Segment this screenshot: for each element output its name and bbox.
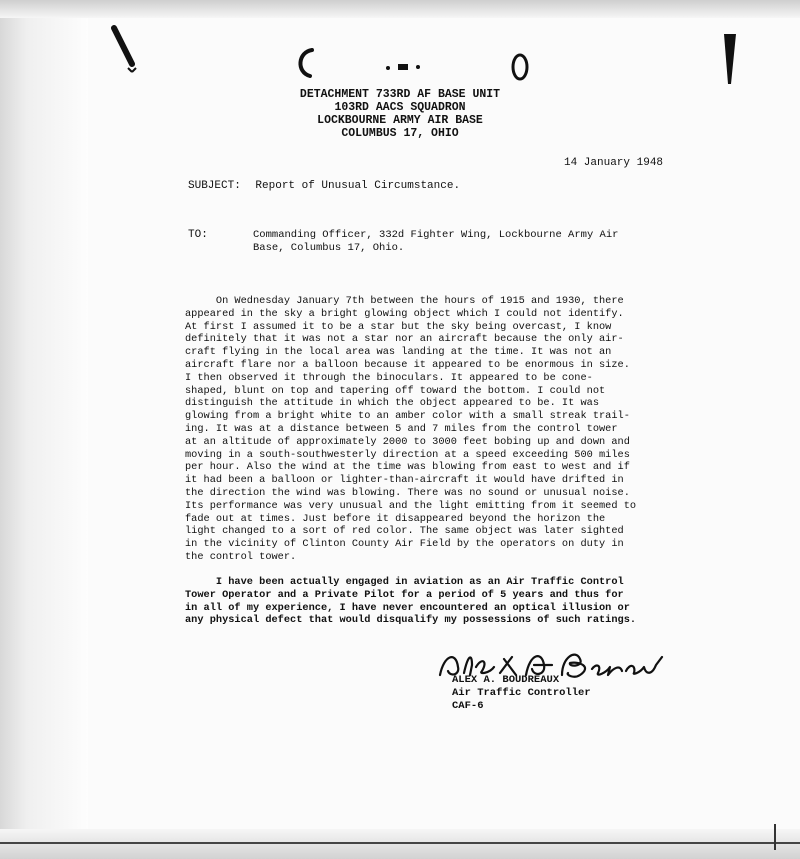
signer-name: ALEX A. BOUDREAUX	[452, 674, 560, 686]
scan-mark-top-center	[384, 58, 424, 74]
paragraph-line: at an altitude of approximately 2000 to 3000 feet bobing up and down and	[185, 435, 630, 448]
scan-mark-top-center-left	[292, 46, 318, 80]
to-label: TO:	[188, 229, 208, 241]
paragraph-line: any physical defect that would disqualify my possessions of such ratings.	[185, 614, 637, 627]
paragraph-line: per hour. Also the wind at the time was blowing from east to west and if	[185, 461, 630, 474]
paragraph-line: On Wednesday January 7th between the hours of 1915 and 1930, there	[185, 295, 624, 307]
paragraph-line: the direction the wind was blowing. There was no sound or unusual noise.	[185, 486, 630, 499]
signer-grade: CAF-6	[452, 700, 484, 712]
subject-text: Report of Unusual Circumstance.	[255, 180, 461, 192]
signer-title: Air Traffic Controller	[452, 687, 591, 699]
scan-border-bottom	[0, 829, 800, 859]
paragraph-line: it had been a balloon or lighter-than-aircraft it would have drifted in	[185, 474, 624, 487]
to-address	[253, 229, 673, 254]
letterhead-line: DETACHMENT 733RD AF BASE UNIT	[299, 88, 501, 101]
paragraph-line: craft flying in the local area was landing at the time. It was not an	[185, 346, 612, 359]
letterhead-line: 103RD AACS SQUADRON	[334, 101, 466, 114]
paragraph-line: At first I assumed it to be a star but the sky being overcast, I know	[185, 320, 612, 333]
subject-line	[188, 180, 460, 192]
experience-paragraph	[185, 576, 665, 627]
scan-mark-top-left	[110, 24, 150, 80]
scan-mark-right-edge	[722, 34, 736, 84]
paragraph-line: I then observed it through the binoculars. It appeared to be cone-	[185, 371, 593, 384]
paragraph-line: light changed to a sort of red color. The same object was later sighted	[185, 525, 624, 538]
paragraph-line: appeared in the sky a bright glowing object which I could not identify.	[185, 307, 624, 320]
paragraph-line: Its performance was very unusual and the light emitting from it seemed to	[185, 499, 637, 512]
paragraph-line: fade out at times. Just before it disappeared beyond the horizon the	[185, 512, 606, 525]
paragraph-line: in the vicinity of Clinton County Air Field by the operators on duty in	[185, 538, 624, 551]
letterhead	[250, 88, 550, 140]
signature-block	[452, 674, 591, 713]
paragraph-line: shaped, blunt on top and tapering off toward the bottom. I could not	[185, 384, 606, 397]
paragraph-line: in all of my experience, I have never encountered an optical illusion or	[185, 601, 630, 614]
to-address-line: Commanding Officer, 332d Fighter Wing, Lockbourne Army Air	[253, 229, 619, 241]
letterhead-line: LOCKBOURNE ARMY AIR BASE	[317, 114, 483, 127]
subject-label: SUBJECT:	[188, 180, 241, 192]
to-address-line: Base, Columbus 17, Ohio.	[253, 241, 405, 254]
scan-border-top	[0, 0, 800, 18]
paragraph-line: glowing from a bright white to an amber color with a small streak trail-	[185, 410, 630, 423]
paragraph-line: definitely that it was not a star nor an aircraft because the only air-	[185, 333, 624, 346]
letterhead-line: COLUMBUS 17, OHIO	[341, 127, 459, 140]
paragraph-line: distinguish the attitude in which the object appeared to be. It was	[185, 397, 600, 410]
report-paragraph	[185, 295, 665, 564]
scan-border-left	[0, 0, 88, 859]
paragraph-line: Tower Operator and a Private Pilot for a period of 5 years and thus for	[185, 588, 624, 601]
scan-edge-line	[0, 842, 800, 844]
scan-mark-bottom-right	[774, 824, 776, 850]
paragraph-line: the control tower.	[185, 550, 297, 563]
paragraph-line: I have been actually engaged in aviation as an Air Traffic Control	[185, 576, 624, 588]
scan-mark-top-right	[508, 50, 532, 84]
paragraph-line: aircraft flare nor a balloon because it appeared to be enormous in size.	[185, 358, 630, 371]
letter-date: 14 January 1948	[564, 157, 664, 169]
paragraph-line: moving in a south-southwesterly direction at a speed exceeding 500 miles	[185, 448, 630, 461]
paragraph-line: ing. It was at a distance between 5 and 7 miles from the control tower	[185, 422, 618, 435]
